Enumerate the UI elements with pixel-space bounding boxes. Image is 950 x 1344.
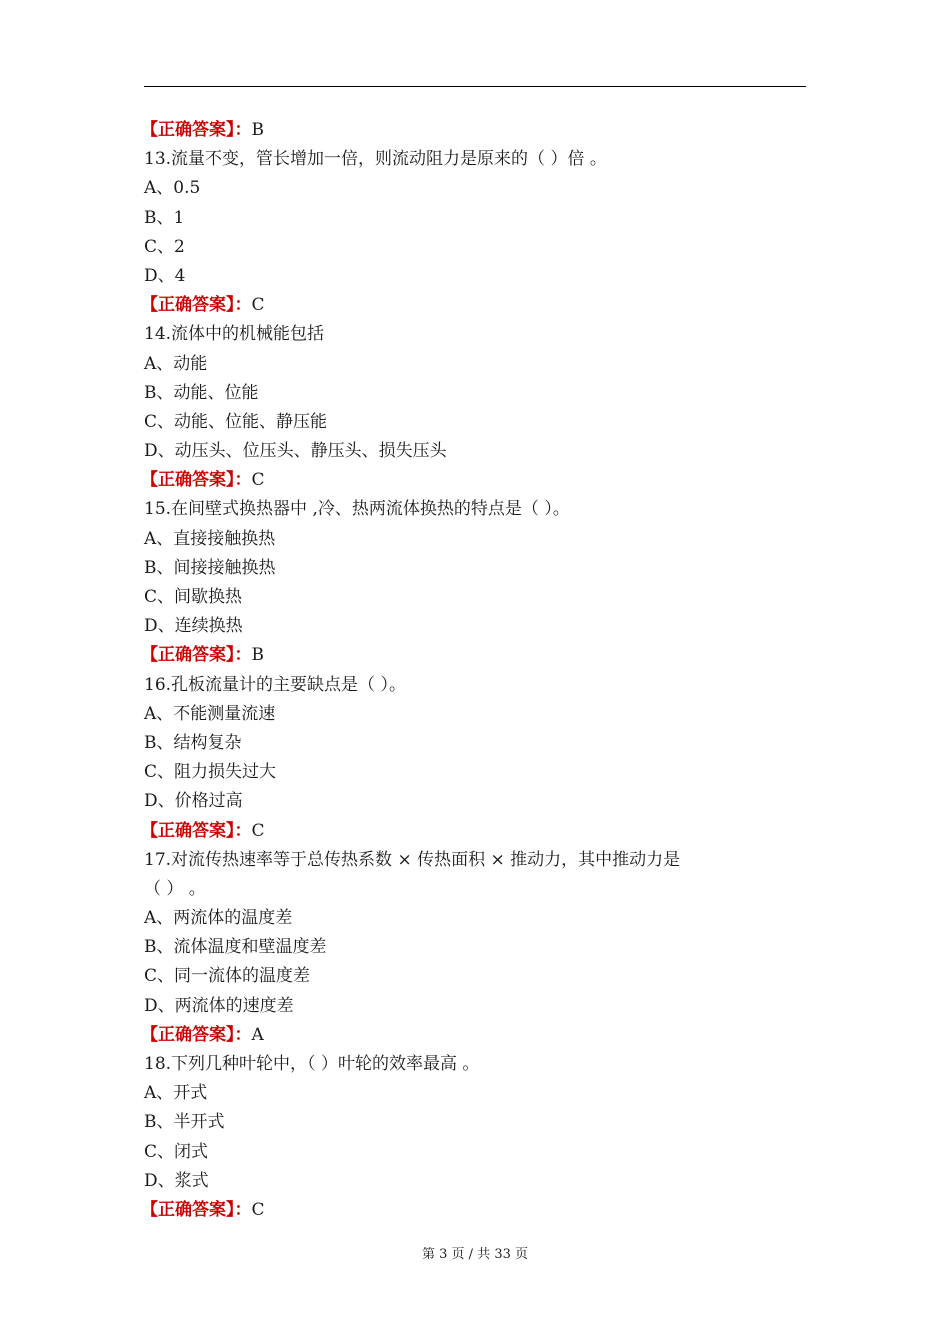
- text-line: B、1: [144, 207, 185, 228]
- answer-line: [141, 1196, 806, 1225]
- answer-line: [141, 641, 806, 670]
- text-line: C、间歇换热: [144, 587, 243, 607]
- answer-label: 【正确答案】：: [141, 120, 252, 140]
- answer-value: C: [251, 820, 265, 841]
- text-line: C、同一流体的温度差: [144, 966, 311, 987]
- answer-value: B: [251, 120, 264, 140]
- text-line: A、不能测量流速: [144, 703, 276, 724]
- text-line: 16.孔板流量计的主要缺点是（ ）。: [144, 674, 406, 695]
- text-line: D、动压头、位压头、静压头、损失压头: [144, 441, 447, 462]
- text-line: D、连续换热: [144, 616, 243, 637]
- answer-label: 【正确答案】：: [141, 1199, 252, 1220]
- answer-value: C: [251, 295, 265, 316]
- answer-label: 【正确答案】：: [141, 1024, 252, 1045]
- text-line: （ ） 。: [144, 878, 206, 899]
- header-rule: [144, 86, 806, 87]
- text-line: A、直接接触换热: [144, 528, 276, 549]
- answer-value: A: [251, 1024, 264, 1045]
- text-line: B、结构复杂: [144, 732, 242, 753]
- text-line: C、动能、位能、静压能: [144, 411, 328, 432]
- text-line: 17.对流传热速率等于总传热系数 × 传热面积 × 推动力，其中推动力是: [144, 849, 681, 870]
- text-line: B、动能、位能: [144, 382, 259, 403]
- text-line: 18.下列几种叶轮中，（ ）叶轮的效率最高 。: [144, 1054, 480, 1074]
- document-body: [141, 116, 806, 1225]
- text-line: A、开式: [144, 1083, 208, 1104]
- answer-label: 【正确答案】：: [141, 645, 252, 666]
- text-line: D、浆式: [144, 1170, 209, 1191]
- text-line: A、两流体的温度差: [144, 908, 293, 929]
- answer-label: 【正确答案】：: [141, 470, 252, 491]
- answer-label: 【正确答案】：: [141, 295, 252, 316]
- text-line: C、2: [144, 236, 185, 257]
- text-line: 14.流体中的机械能包括: [144, 324, 325, 345]
- text-line: 15.在间壁式换热器中 ,冷、热两流体换热的特点是（ ）。: [144, 499, 570, 520]
- answer-label: 【正确答案】：: [141, 820, 252, 841]
- answer-line: [141, 1021, 806, 1050]
- answer-value: B: [251, 645, 264, 666]
- text-line: A、动能: [144, 353, 208, 374]
- text-line: D、价格过高: [144, 791, 243, 812]
- text-line: A、0.5: [144, 178, 201, 199]
- text-line: B、间接接触换热: [144, 557, 276, 578]
- text-line: D、4: [144, 265, 186, 286]
- answer-line: [141, 116, 806, 145]
- answer-line: [141, 291, 806, 320]
- text-line: B、流体温度和壁温度差: [144, 937, 327, 958]
- answer-line: [141, 466, 806, 495]
- text-line: C、闭式: [144, 1141, 209, 1162]
- page-footer: 第 3 页 / 共 33 页: [422, 1247, 528, 1262]
- text-line: C、阻力损失过大: [144, 762, 277, 783]
- text-line: D、两流体的速度差: [144, 995, 294, 1016]
- answer-value: C: [251, 470, 265, 491]
- answer-line: [141, 817, 806, 846]
- text-line: 13.流量不变，管长增加一倍，则流动阻力是原来的（ ）倍 。: [144, 149, 607, 170]
- answer-value: C: [251, 1199, 265, 1220]
- text-line: B、半开式: [144, 1112, 225, 1133]
